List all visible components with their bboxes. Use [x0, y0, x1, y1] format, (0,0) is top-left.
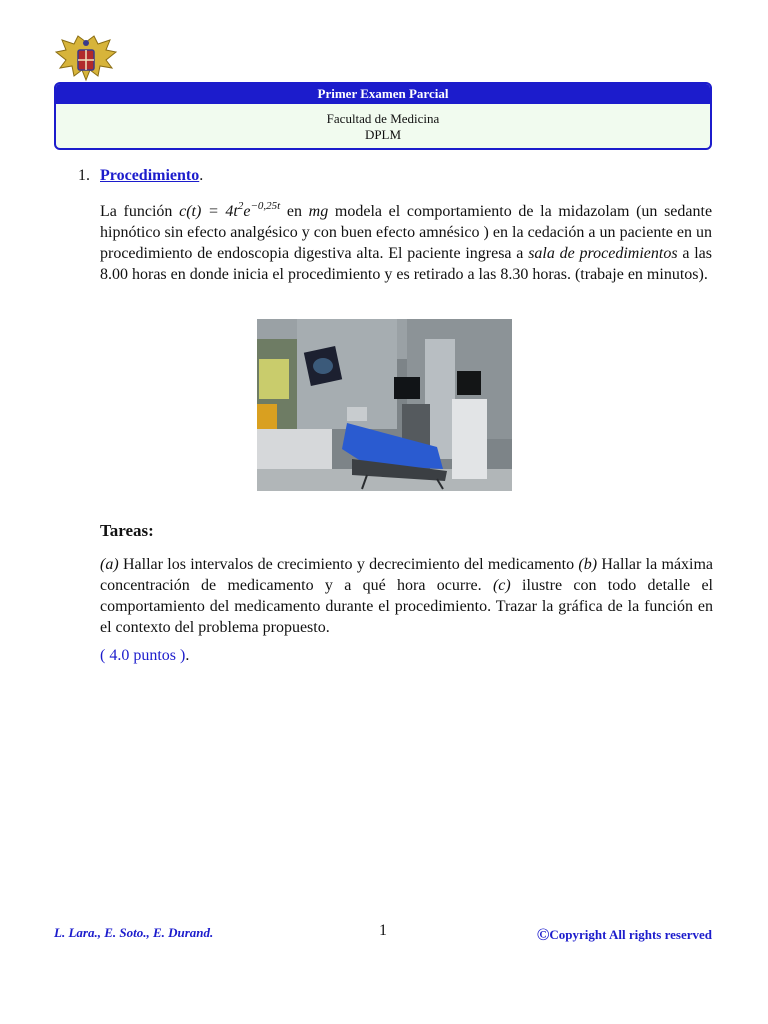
task-c-label: (c) — [492, 577, 511, 594]
problem-title: Procedimiento — [100, 167, 200, 184]
statement-body-1: modela el comportamiento de la midazolam (un sedante hipnótico sin efecto analgésico y con buen efecto amnésico ) en la cedación a un paciente en un procedimiento de endoscopia digestiva alta. El paciente ingresa a — [100, 203, 713, 262]
points-period: . — [185, 647, 190, 664]
formula-lhs: c(t) = 4t — [179, 203, 238, 220]
formula-exponent-e: −0,25t — [250, 200, 281, 212]
problem-heading — [78, 165, 714, 187]
formula-e: e — [243, 203, 251, 220]
task-a-label: (a) — [100, 556, 119, 573]
statement-intro: La función — [100, 203, 173, 220]
function-formula — [179, 200, 281, 220]
problem-title-period: . — [199, 167, 204, 184]
problem-1 — [78, 165, 714, 285]
units-mg: mg — [308, 203, 329, 220]
statement-units-pre: en — [286, 203, 302, 220]
task-b-label: (b) — [578, 556, 598, 573]
tasks-body — [100, 554, 713, 638]
task-c-text: ilustre con todo detalle el comportamiento del medicamento durante el procedimiento. Trazar la gráfica de la función en el contexto del problema propuesto. — [100, 577, 713, 636]
formula-exponent-t: 2 — [237, 200, 244, 212]
university-crest-logo — [54, 34, 118, 84]
endoscopy-room-photo — [257, 319, 512, 491]
department-name: DPLM — [364, 127, 402, 142]
copyright-text: Copyright All rights reserved — [549, 927, 712, 942]
page-footer — [54, 922, 712, 944]
exam-header-box — [54, 82, 712, 150]
problem-statement — [100, 196, 712, 285]
faculty-name: Facultad de Medicina — [326, 111, 440, 126]
tasks-heading: Tareas: — [100, 521, 154, 540]
copyright-symbol: © — [536, 925, 550, 944]
points-line — [100, 647, 189, 665]
task-a-text: Hallar los intervalos de crecimiento y decrecimiento del medicamento — [122, 556, 575, 573]
room-name: sala de procedimientos — [528, 245, 678, 262]
statement-body-2: a las 8.00 horas en donde inicia el procedimiento y es retirado a las 8.30 horas. (trabaje en minutos). — [100, 245, 713, 283]
footer-copyright — [537, 925, 712, 945]
task-b-text: Hallar la máxima concentración de medicamento y a qué hora ocurre. — [100, 556, 714, 594]
page-number: 1 — [379, 922, 387, 939]
points-value: ( 4.0 puntos ) — [100, 647, 186, 664]
footer-authors: L. Lara., E. Soto., E. Durand. — [54, 925, 214, 940]
exam-title: Primer Examen Parcial — [56, 84, 710, 104]
problem-number: 1. — [78, 167, 90, 184]
